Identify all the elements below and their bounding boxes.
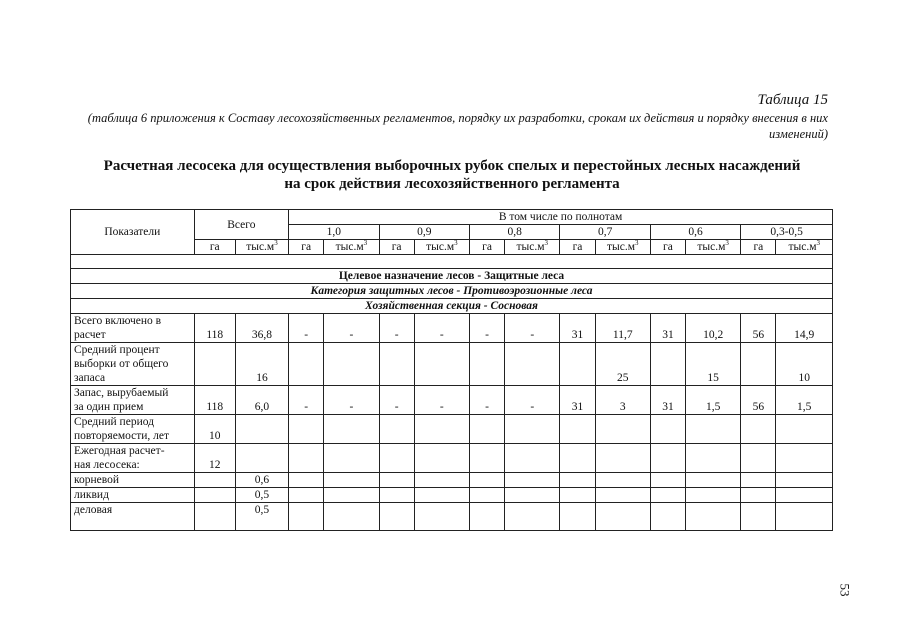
table-cell	[324, 473, 379, 488]
table-cell: 0,5	[235, 503, 288, 531]
table-cell	[414, 444, 469, 473]
title-line-1: Расчетная лесосека для осуществления выборочных рубок спелых и перестойных лесных насаждений	[103, 158, 801, 174]
table-cell	[686, 503, 741, 531]
table-cell	[469, 343, 504, 386]
table-cell	[686, 473, 741, 488]
table-number: Таблица 15	[757, 92, 828, 108]
table-cell	[469, 503, 504, 531]
table-cell: 0,6	[235, 473, 288, 488]
table-cell	[379, 415, 414, 444]
unit-volume: $тыс.м^3$	[324, 240, 379, 255]
table-cell: -	[414, 386, 469, 415]
density-header: 0,9	[379, 225, 469, 240]
table-row	[71, 386, 833, 415]
table-cell: 11,7	[595, 314, 650, 343]
density-header: 0,3-0,5	[741, 225, 833, 240]
table-cell: 31	[650, 386, 685, 415]
row-label: ликвид	[71, 488, 195, 503]
unit-volume: $тыс.м^3$	[595, 240, 650, 255]
table-cell	[194, 343, 235, 386]
table-cell: -	[505, 314, 560, 343]
table-row	[71, 314, 833, 343]
table-cell: 6,0	[235, 386, 288, 415]
table-cell	[289, 343, 324, 386]
table-cell: -	[505, 386, 560, 415]
table-row	[71, 488, 833, 503]
table-note: (таблица 6 приложения к Составу лесохозяйственных регламентов, порядку их разработки, срокам их действия и порядку внесения в них изменений)	[87, 111, 828, 141]
table-cell	[686, 415, 741, 444]
table-cell	[741, 488, 776, 503]
table-cell	[505, 503, 560, 531]
table-cell: 3	[595, 386, 650, 415]
table-cell: -	[379, 314, 414, 343]
table-cell: 31	[650, 314, 685, 343]
unit-ha: га	[469, 240, 504, 255]
table-cell	[289, 415, 324, 444]
title-line-2: на срок действия лесохозяйственного регламента	[284, 176, 620, 192]
section-category: Категория защитных лесов - Противоэрозионные леса	[71, 284, 833, 299]
table-cell: -	[324, 314, 379, 343]
density-header: 0,7	[560, 225, 650, 240]
table-cell	[469, 488, 504, 503]
logging-table	[70, 209, 833, 531]
density-header: 0,6	[650, 225, 740, 240]
unit-ha: га	[194, 240, 235, 255]
unit-ha: га	[741, 240, 776, 255]
table-cell	[776, 503, 833, 531]
table-cell	[414, 415, 469, 444]
density-header: 0,8	[469, 225, 559, 240]
table-cell: 118	[194, 314, 235, 343]
header-total: Всего	[194, 210, 288, 240]
table-cell: -	[469, 386, 504, 415]
table-cell	[324, 503, 379, 531]
table-cell	[379, 473, 414, 488]
table-cell	[324, 343, 379, 386]
table-cell	[469, 415, 504, 444]
table-cell: -	[469, 314, 504, 343]
table-cell: 10	[194, 415, 235, 444]
table-row	[71, 444, 833, 473]
unit-volume: $тыс.м^3$	[235, 240, 288, 255]
density-header: 1,0	[289, 225, 379, 240]
table-cell	[324, 415, 379, 444]
row-label: корневой	[71, 473, 195, 488]
table-cell	[505, 343, 560, 386]
table-cell: 25	[595, 343, 650, 386]
table-cell	[741, 503, 776, 531]
table-cell: -	[379, 386, 414, 415]
table-cell	[595, 415, 650, 444]
unit-ha: га	[560, 240, 595, 255]
unit-volume: $тыс.м^3$	[414, 240, 469, 255]
table-row	[71, 473, 833, 488]
row-label: Средний период повторяемости, лет	[71, 415, 195, 444]
table-row	[71, 503, 833, 531]
table-cell	[194, 503, 235, 531]
table-cell	[505, 444, 560, 473]
row-label: деловая	[71, 503, 195, 531]
table-cell	[505, 473, 560, 488]
table-cell: 118	[194, 386, 235, 415]
table-cell	[289, 503, 324, 531]
table-cell: -	[324, 386, 379, 415]
table-cell	[414, 473, 469, 488]
table-cell	[741, 473, 776, 488]
table-cell	[650, 488, 685, 503]
spacer-row	[71, 255, 833, 269]
table-cell	[289, 444, 324, 473]
table-cell	[194, 473, 235, 488]
table-cell: 56	[741, 314, 776, 343]
unit-ha: га	[379, 240, 414, 255]
table-cell	[194, 488, 235, 503]
table-cell: 10	[776, 343, 833, 386]
table-cell	[505, 488, 560, 503]
table-cell	[650, 343, 685, 386]
table-cell: -	[414, 314, 469, 343]
table-cell	[414, 343, 469, 386]
header-density-group: В том числе по полнотам	[289, 210, 833, 225]
table-cell: -	[289, 386, 324, 415]
unit-volume: $тыс.м^3$	[505, 240, 560, 255]
table-cell	[650, 473, 685, 488]
table-cell	[379, 343, 414, 386]
table-cell: 10,2	[686, 314, 741, 343]
table-cell	[686, 444, 741, 473]
table-cell	[379, 488, 414, 503]
table-cell	[686, 488, 741, 503]
table-cell	[560, 415, 595, 444]
table-cell	[324, 444, 379, 473]
table-cell: 56	[741, 386, 776, 415]
table-cell	[741, 343, 776, 386]
table-cell	[595, 488, 650, 503]
section-species: Хозяйственная секция - Сосновая	[71, 299, 833, 314]
table-cell	[776, 444, 833, 473]
section-purpose: Целевое назначение лесов - Защитные леса	[71, 269, 833, 284]
table-cell	[414, 503, 469, 531]
table-cell: 1,5	[776, 386, 833, 415]
table-cell	[560, 473, 595, 488]
table-cell	[379, 503, 414, 531]
table-cell	[650, 503, 685, 531]
table-cell	[324, 488, 379, 503]
table-row	[71, 343, 833, 386]
table-cell	[414, 488, 469, 503]
table-cell: -	[289, 314, 324, 343]
table-cell	[560, 503, 595, 531]
row-label: Запас, вырубаемый за один прием	[71, 386, 195, 415]
table-cell: 0,5	[235, 488, 288, 503]
table-cell	[235, 444, 288, 473]
table-cell	[595, 444, 650, 473]
table-cell	[469, 473, 504, 488]
table-cell	[650, 444, 685, 473]
table-cell: 31	[560, 386, 595, 415]
table-cell: 1,5	[686, 386, 741, 415]
table-cell: 36,8	[235, 314, 288, 343]
table-cell	[776, 415, 833, 444]
table-cell	[235, 415, 288, 444]
unit-ha: га	[650, 240, 685, 255]
unit-volume: $тыс.м^3$	[776, 240, 833, 255]
table-cell: 31	[560, 314, 595, 343]
table-cell: 12	[194, 444, 235, 473]
table-cell: 14,9	[776, 314, 833, 343]
table-cell	[650, 415, 685, 444]
table-cell	[505, 415, 560, 444]
row-label: Всего включено в расчет	[71, 314, 195, 343]
unit-ha: га	[289, 240, 324, 255]
table-cell	[469, 444, 504, 473]
table-cell	[560, 488, 595, 503]
table-cell	[741, 444, 776, 473]
table-cell	[379, 444, 414, 473]
table-cell	[595, 473, 650, 488]
table-cell	[595, 503, 650, 531]
table-cell: 16	[235, 343, 288, 386]
table-cell	[289, 473, 324, 488]
table-cell	[776, 473, 833, 488]
table-cell	[289, 488, 324, 503]
header-indicators: Показатели	[71, 210, 195, 255]
table-cell: 15	[686, 343, 741, 386]
page-number: 53	[837, 583, 853, 597]
table-row	[71, 415, 833, 444]
table-cell	[776, 488, 833, 503]
unit-volume: $тыс.м^3$	[686, 240, 741, 255]
row-label: Ежегодная расчет- ная лесосека:	[71, 444, 195, 473]
page-title	[60, 157, 844, 193]
table-cell	[741, 415, 776, 444]
table-cell	[560, 343, 595, 386]
table-cell	[560, 444, 595, 473]
row-label: Средний процент выборки от общего запаса	[71, 343, 195, 386]
